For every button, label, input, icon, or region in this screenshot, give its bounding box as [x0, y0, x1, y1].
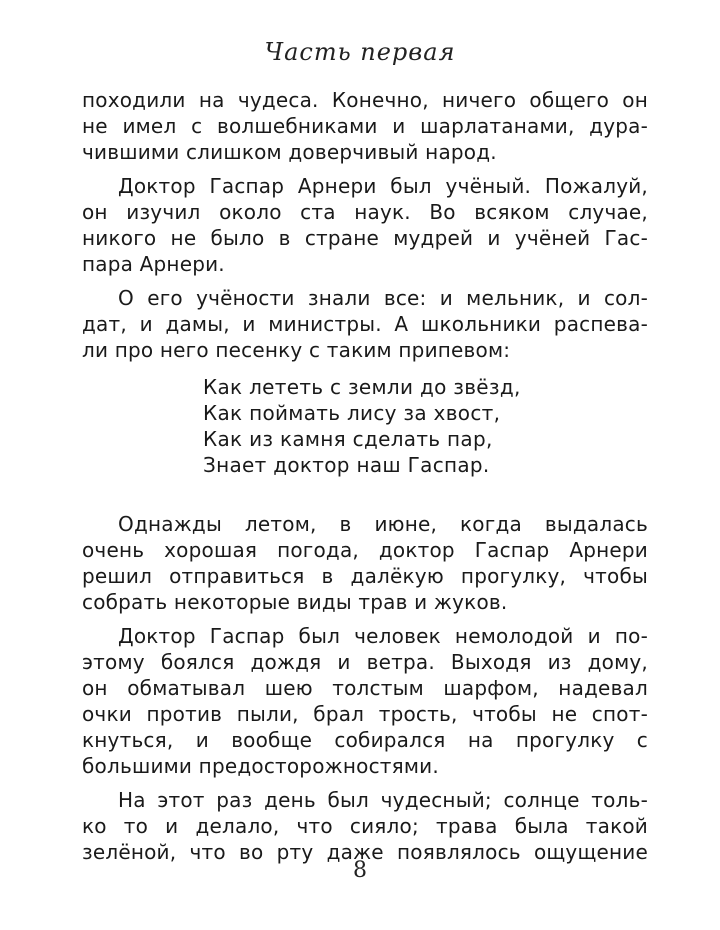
poem-line: Как лететь с земли до звёзд,	[203, 375, 521, 399]
text-line: На этот раз день был чудесный; солнце толь-	[118, 788, 648, 812]
text-line: Однажды летом, в июне, когда выдалась	[118, 512, 648, 536]
text-line: он изучил около ста наук. Во всяком случае,	[82, 200, 648, 224]
text-line: чившими слишком доверчивый народ.	[82, 140, 497, 164]
paragraph	[82, 787, 648, 865]
text-line: зелёной, что во рту даже появлялось ощущение	[82, 840, 648, 864]
text-line: он обматывал шею толстым шарфом, надевал	[82, 676, 648, 700]
running-head: Часть первая	[264, 38, 456, 66]
paragraph	[82, 511, 648, 615]
text-line: кнуться, и вообще собирался на прогулку с	[82, 728, 648, 752]
text-line: ко то и делало, что сияло; трава была такой	[82, 814, 648, 838]
poem-stanza	[203, 374, 521, 478]
text-line: решил отправиться в далёкую прогулку, чтобы	[82, 564, 648, 588]
text-line: собрать некоторые виды трав и жуков.	[82, 590, 508, 614]
text-line: этому боялся дождя и ветра. Выходя из дому,	[82, 650, 648, 674]
paragraph	[82, 285, 648, 363]
text-line: дат, и дамы, и министры. А школьники распева-	[82, 312, 648, 336]
text-line: большими предосторожностями.	[82, 754, 439, 778]
text-line: очки против пыли, брал трость, чтобы не спот-	[82, 702, 648, 726]
poem-line: Знает доктор наш Гаспар.	[203, 453, 490, 477]
text-line: походили на чудеса. Конечно, ничего общего он	[82, 88, 648, 112]
text-line: О его учёности знали все: и мельник, и сол-	[118, 286, 648, 310]
text-line: не имел с волшебниками и шарлатанами, дура-	[82, 114, 648, 138]
page-number: 8	[353, 858, 367, 883]
text-line: Доктор Гаспар Арнери был учёный. Пожалуй,	[118, 174, 648, 198]
paragraph	[82, 173, 648, 277]
poem-line: Как поймать лису за хвост,	[203, 401, 501, 425]
paragraph	[82, 87, 648, 165]
text-block-top	[82, 87, 648, 363]
poem-line: Как из камня сделать пар,	[203, 427, 493, 451]
text-line: пара Арнери.	[82, 252, 225, 276]
text-line: ли про него песенку с таким припевом:	[82, 338, 511, 362]
paragraph	[82, 623, 648, 779]
text-block-bottom	[82, 511, 648, 865]
text-line: никого не было в стране мудрей и учёней Гас-	[82, 226, 648, 250]
text-line: очень хорошая погода, доктор Гаспар Арнери	[82, 538, 648, 562]
text-line: Доктор Гаспар был человек немолодой и по-	[118, 624, 648, 648]
